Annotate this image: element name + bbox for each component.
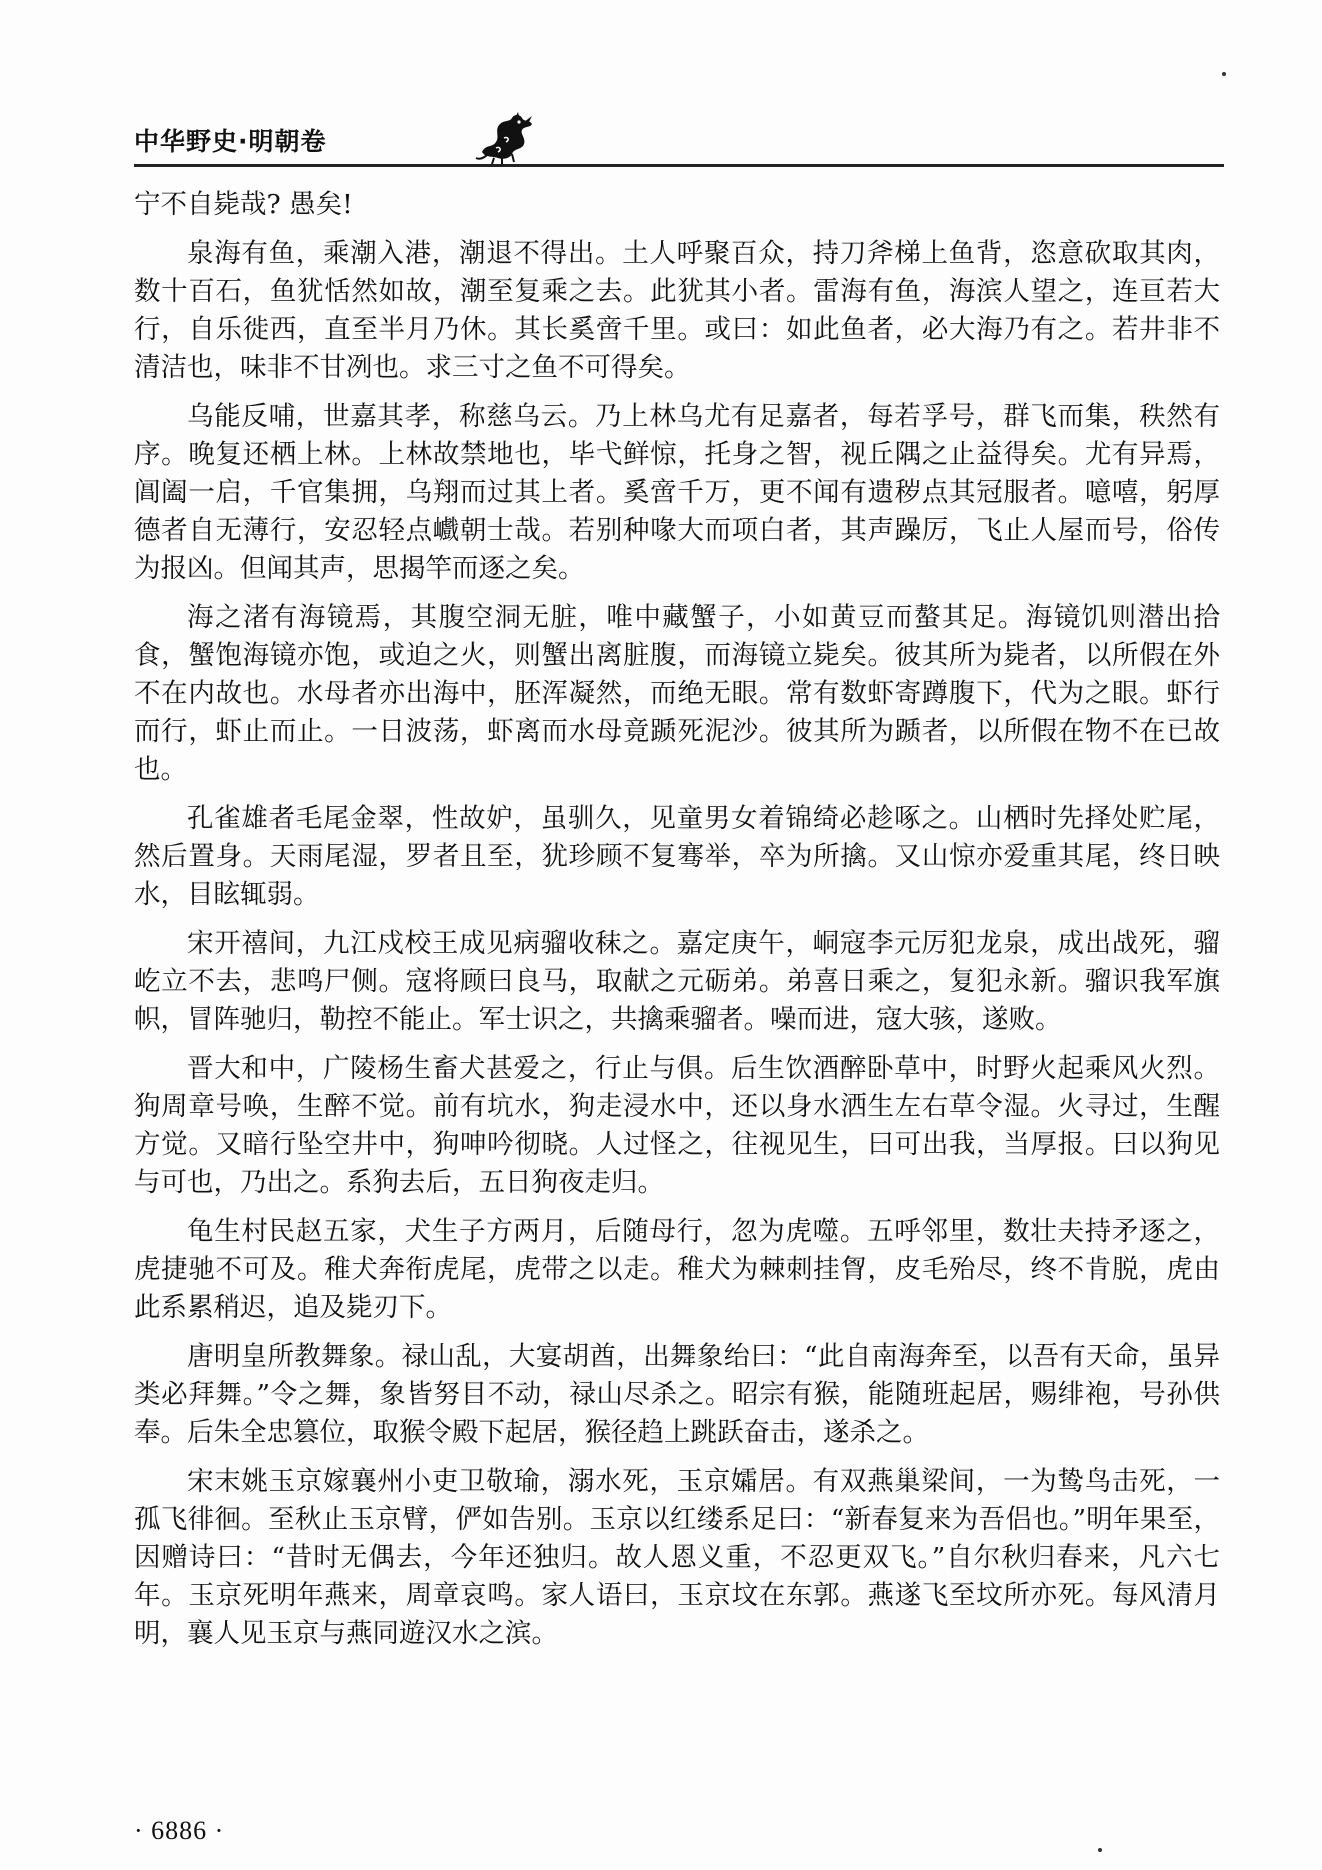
text-body xyxy=(134,186,1220,1664)
scan-speck xyxy=(1098,1848,1102,1852)
page-number: · 6886 · xyxy=(134,1816,225,1845)
paragraph: 宋开禧间，九江戍校王成见病骝收秣之。嘉定庚午，峒寇李元厉犯龙泉，成出战死，骝屹立不去，悲鸣尸侧。寇将顾曰良马，取献之元砺弟。弟喜日乘之，复犯永新。骝识我军旗帜，冒阵驰归，勒控不能止。军士识之，共擒乘骝者。噪而进，寇大骇，遂败。 xyxy=(134,928,1220,1035)
paragraph: 泉海有鱼，乘潮入港，潮退不得出。土人呼聚百众，持刀斧梯上鱼背，恣意砍取其肉，数十百石，鱼犹恬然如故，潮至复乘之去。此犹其小者。雷海有鱼，海滨人望之，连亘若大行，自乐徙西，直至半月乃休。其长奚啻千里。或曰：如此鱼者，必大海乃有之。若井非不清洁也，味非不甘冽也。求三寸之鱼不可得矣。 xyxy=(134,238,1220,383)
paragraph: 海之渚有海镜焉，其腹空洞无脏，唯中藏蟹子，小如黄豆而螯其足。海镜饥则潜出拾食，蟹饱海镜亦饱，或迫之火，则蟹出离脏腹，而海镜立毙矣。彼其所为毙者，以所假在外不在内故也。水母者亦出海中，胚浑凝然，而绝无眼。常有数虾寄蹲腹下，代为之眼。虾行而行，虾止而止。一日波荡，虾离而水母竟踬死泥沙。彼其所为踬者，以所假在物不在已故也。 xyxy=(134,602,1220,785)
book-title: 中华野史·明朝卷 xyxy=(134,127,327,156)
header-rule xyxy=(134,164,1224,167)
running-header xyxy=(134,112,1224,166)
paragraph: 晋大和中，广陵杨生畜犬甚爱之，行止与俱。后生饮酒醉卧草中，时野火起乘风火烈。狗周章号唤，生醉不觉。前有坑水，狗走浸水中，还以身水洒生左右草令湿。火寻过，生醒方觉。又暗行坠空井中，狗呻吟彻晓。人过怪之，往视见生，曰可出我，当厚报。曰以狗见与可也，乃出之。系狗去后，五日狗夜走归。 xyxy=(134,1053,1220,1198)
paragraph: 孔雀雄者毛尾金翠，性故妒，虽驯久，见童男女着锦绮必趁啄之。山栖时先择处贮尾，然后置身。天雨尾湿，罗者且至，犹珍顾不复骞举，卒为所擒。又山惊亦爱重其尾，终日映水，目眩辄弱。 xyxy=(134,803,1220,910)
paragraph: 乌能反哺，世嘉其孝，称慈乌云。乃上林乌尤有足嘉者，每若孚号，群飞而集，秩然有序。晚复还栖上林。上林故禁地也，毕弋鲜惊，托身之智，视丘隅之止益得矣。尤有异焉，阊阖一启，千官集拥，乌翔而过其上者。奚啻千万，更不闻有遗秽点其冠服者。噫嘻，躬厚德者自无薄行，安忍轻点巇朝士哉。若别种喙大而项白者，其声躁厉，飞止人屋而号，俗传为报凶。但闻其声，思揭竿而逐之矣。 xyxy=(134,401,1220,584)
paragraph: 唐明皇所教舞象。禄山乱，大宴胡酋，出舞象绐曰：“此自南海奔至，以吾有天命，虽异类必拜舞。”令之舞，象皆努目不动，禄山尽杀之。昭宗有猴，能随班起居，赐绯袍，号孙供奉。后朱全忠篡位，取猴令殿下起居，猴径趋上跳跃奋击，遂杀之。 xyxy=(134,1341,1220,1448)
paragraph: 龟生村民赵五家，犬生子方两月，后随母行，忽为虎噬。五呼邻里，数壮夫持矛逐之，虎捷驰不可及。稚犬奔衔虎尾，虎带之以走。稚犬为棘刺挂胷，皮毛殆尽，终不肯脱，虎由此系累稍迟，追及毙刃下。 xyxy=(134,1216,1220,1323)
scan-speck xyxy=(1222,72,1226,76)
paragraph: 宋末姚玉京嫁襄州小吏卫敬瑜，溺水死，玉京孀居。有双燕巢梁间，一为鸷鸟击死，一孤飞徘徊。至秋止玉京臂，俨如告别。玉京以红缕系足曰：“新春复来为吾侣也。”明年果至，因赠诗曰：“昔时无偶去，今年还独归。故人恩义重，不忍更双飞。”自尔秋归春来，凡六七年。玉京死明年燕来，周章哀鸣。家人语曰，玉京坟在东郭。燕遂飞至坟所亦死。每风清月明，襄人见玉京与燕同遊汉水之滨。 xyxy=(134,1466,1220,1649)
dragon-emblem-icon xyxy=(474,108,538,166)
paragraph-continuation: 宁不自毙哉? 愚矣! xyxy=(134,189,353,220)
